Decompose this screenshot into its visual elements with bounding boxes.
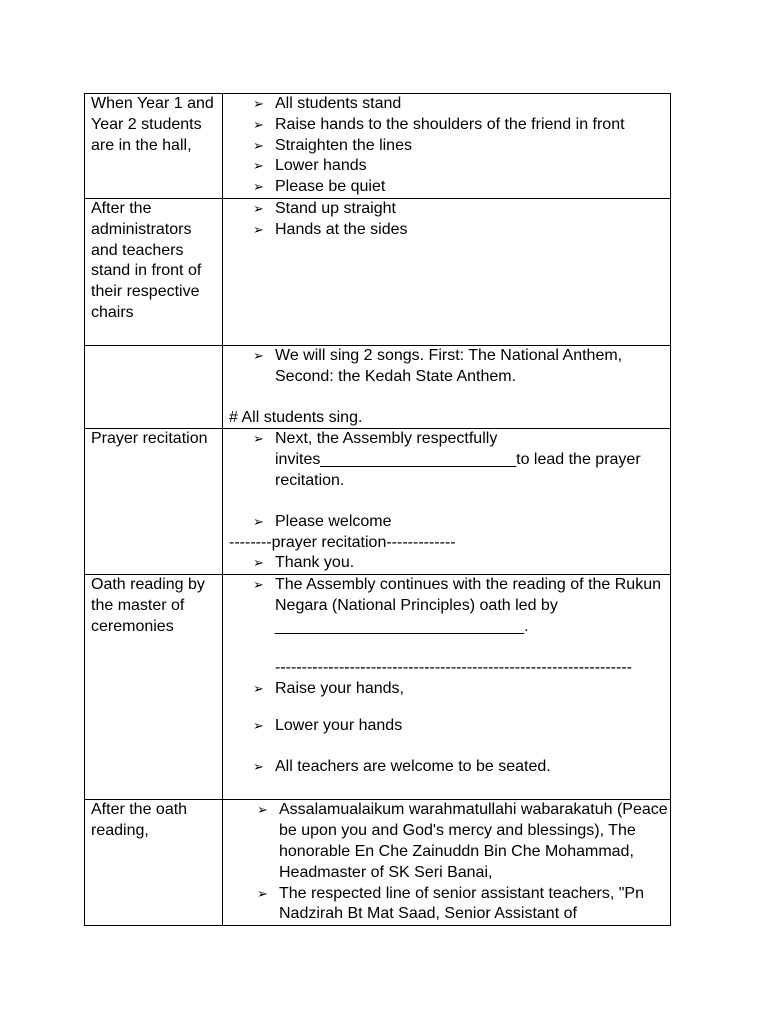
arrow-bullet-icon: ➢ — [253, 759, 264, 775]
list-item: ➢ Please be quiet — [223, 177, 670, 198]
assembly-script-table — [84, 93, 671, 926]
arrow-bullet-icon: ➢ — [253, 431, 264, 447]
list-item: ➢ Straighten the lines — [223, 136, 670, 157]
stage-note: # All students sing. — [229, 408, 363, 426]
arrow-bullet-icon: ➢ — [253, 513, 264, 529]
arrow-bullet-icon: ➢ — [253, 348, 264, 363]
prayer-divider: --------prayer recitation------------- — [229, 533, 456, 551]
list-item: ➢ Next, the Assembly respectfully invites______________________to lead the prayer recitation. — [253, 430, 641, 489]
table-row — [85, 94, 671, 199]
table-row — [85, 429, 671, 575]
arrow-bullet-icon: ➢ — [253, 96, 264, 111]
list-item: ➢ Thank you. — [223, 553, 670, 574]
arrow-bullet-icon: ➢ — [257, 885, 268, 901]
arrow-bullet-icon: ➢ — [253, 179, 264, 195]
list-item: ➢ Hands at the sides — [223, 220, 670, 241]
arrow-bullet-icon: ➢ — [253, 221, 264, 237]
row-label: Prayer recitation — [85, 429, 223, 575]
list-item: ➢ We will sing 2 songs. First: The National Anthem, Second: the Kedah State Anthem. — [253, 347, 623, 385]
row-content — [223, 199, 671, 346]
table-row — [85, 199, 671, 346]
dashed-separator: ------------------------------------------------------------------- — [275, 658, 632, 676]
list-item: ➢ All students stand — [223, 94, 670, 115]
arrow-bullet-icon: ➢ — [257, 802, 268, 818]
table-row — [85, 800, 671, 926]
arrow-bullet-icon: ➢ — [253, 718, 264, 734]
row-content — [223, 94, 671, 199]
list-item: ➢ Lower your hands — [223, 716, 670, 737]
arrow-bullet-icon: ➢ — [253, 201, 264, 216]
list-item: ➢ The respected line of senior assistant teachers, "Pn Nadzirah Bt Mat Saad, Senior Assistant of — [257, 884, 644, 923]
row-content — [223, 800, 671, 926]
list-item: ➢ Stand up straight — [223, 199, 670, 220]
arrow-bullet-icon: ➢ — [253, 137, 264, 153]
table-row — [85, 575, 671, 800]
arrow-bullet-icon: ➢ — [253, 158, 264, 174]
table-row — [85, 346, 671, 429]
list-item: ➢ Please welcome — [223, 512, 670, 533]
arrow-bullet-icon: ➢ — [253, 577, 264, 593]
list-item: ➢ Raise your hands, — [223, 679, 670, 700]
row-label: After the oath reading, — [85, 800, 223, 926]
list-item: ➢ The Assembly continues with the reading of the Rukun Negara (National Principles) oath led by ____________________________. — [253, 576, 661, 635]
arrow-bullet-icon: ➢ — [253, 555, 264, 571]
list-item: ➢ Lower hands — [223, 156, 670, 177]
list-item: ➢ Raise hands to the shoulders of the friend in front — [223, 115, 670, 136]
arrow-bullet-icon: ➢ — [253, 680, 264, 696]
row-label: When Year 1 and Year 2 students are in the hall, — [85, 94, 223, 199]
row-label: Oath reading by the master of ceremonies — [85, 575, 223, 800]
row-content — [223, 575, 671, 800]
list-item: ➢ All teachers are welcome to be seated. — [223, 757, 670, 778]
row-label — [85, 346, 223, 429]
row-label: After the administrators and teachers stand in front of their respective chairs — [85, 199, 223, 346]
arrow-bullet-icon: ➢ — [253, 116, 264, 132]
row-content — [223, 429, 671, 575]
list-item: ➢ Assalamualaikum warahmatullahi wabarakatuh (Peace be upon you and God's mercy and blessings), The honorable En Che Zainuddn Bin Che Mohammad, Headmaster of SK Seri Banai, — [257, 801, 668, 881]
row-content — [223, 346, 671, 429]
